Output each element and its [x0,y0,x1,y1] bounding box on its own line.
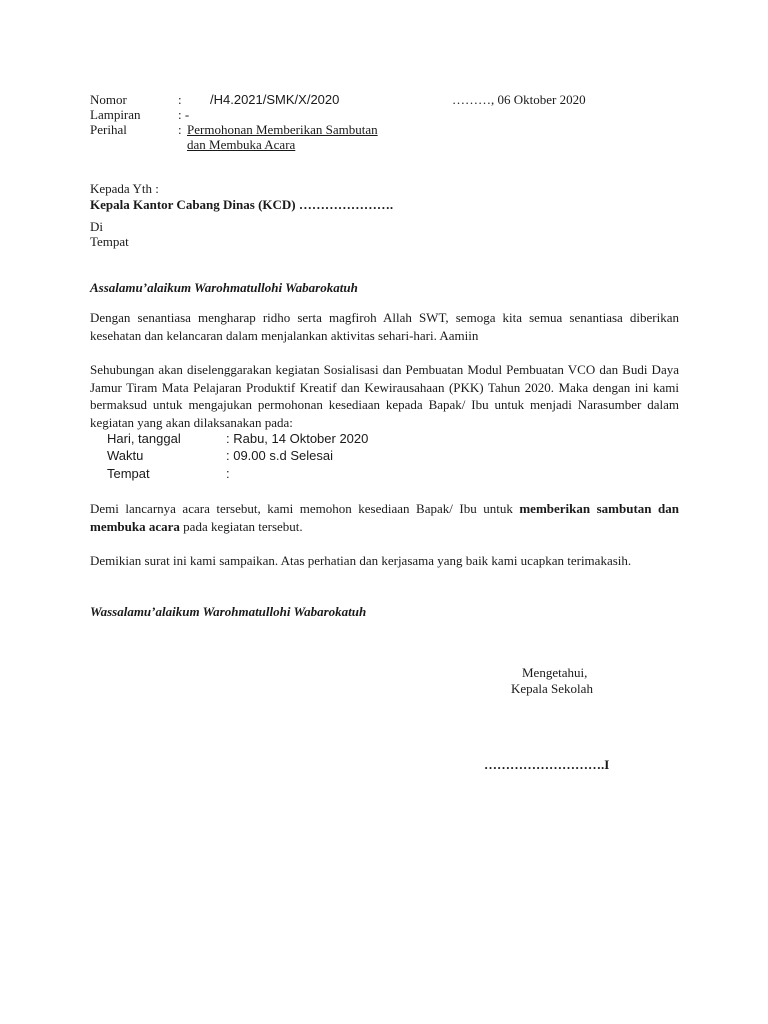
signature-mengetahui: Mengetahui, [522,665,588,680]
perihal-line-2: dan Membuka Acara [187,137,296,152]
letter-date: ………, 06 Oktober 2020 [452,92,586,107]
nomor-value: /H4.2021/SMK/X/2020 [210,92,340,107]
perihal-line-1: Permohonan Memberikan Sambutan [187,122,378,137]
paragraph-closing: Demikian surat ini kami sampaikan. Atas perhatian dan kerjasama yang baik kami ucapkan terimakasih. [90,553,632,568]
greeting: Assalamu’alaikum Warohmatullohi Wabarokatuh [90,280,358,295]
schedule-value-hari: : Rabu, 14 Oktober 2020 [226,431,369,446]
schedule-label-waktu: Waktu [107,448,144,463]
signature-title: Kepala Sekolah [511,681,593,696]
recipient-tempat: Tempat [90,234,129,249]
paragraph-request [90,500,679,535]
nomor-label: Nomor [90,92,127,107]
schedule-label-hari: Hari, tanggal [107,431,181,446]
perihal-label: Perihal [90,122,127,137]
schedule-value-tempat: : [226,466,230,481]
recipient-name: Kepala Kantor Cabang Dinas (KCD) …………………. [90,197,394,212]
paragraph-purpose: Sehubungan akan diselenggarakan kegiatan Sosialisasi dan Pembuatan Modul Pembuatan VCO dan Budi Daya Jamur Tiram Mata Pelajaran Produktif Kreatif dan Kewirausahaan (PKK) Tahun 2020. Maka dengan ini kami bermaksud untuk mengajukan permohonan kesediaan kepada Bapak/ Ibu untuk menjadi Narasumber dalam kegiatan yang akan dilaksanakan pada: [90,362,679,430]
recipient-di: Di [90,219,103,234]
lampiran-value: : - [178,107,190,122]
closing-greeting: Wassalamu’alaikum Warohmatullohi Wabarokatuh [90,604,367,619]
perihal-colon: : [178,122,182,137]
signature-name: ……………………….I [484,757,610,772]
nomor-colon: : [178,92,182,107]
lampiran-label: Lampiran [90,107,141,122]
schedule-label-tempat: Tempat [107,466,150,481]
request-text-bold: memberikan sambutan dan membuka acara [90,501,680,534]
paragraph-opening: Dengan senantiasa mengharap ridho serta magfiroh Allah SWT, semoga kita semua senantiasa diberikan kesehatan dan kelancaran dalam menjalankan aktivitas sehari-hari. Aamiin [90,310,679,343]
request-text-after: pada kegiatan tersebut. [179,518,303,534]
schedule-value-waktu: : 09.00 s.d Selesai [226,448,333,463]
request-text-before: Demi lancarnya acara tersebut, kami memohon kesediaan Bapak/ Ibu untuk [90,501,520,516]
kepada-label: Kepada Yth : [90,181,159,196]
